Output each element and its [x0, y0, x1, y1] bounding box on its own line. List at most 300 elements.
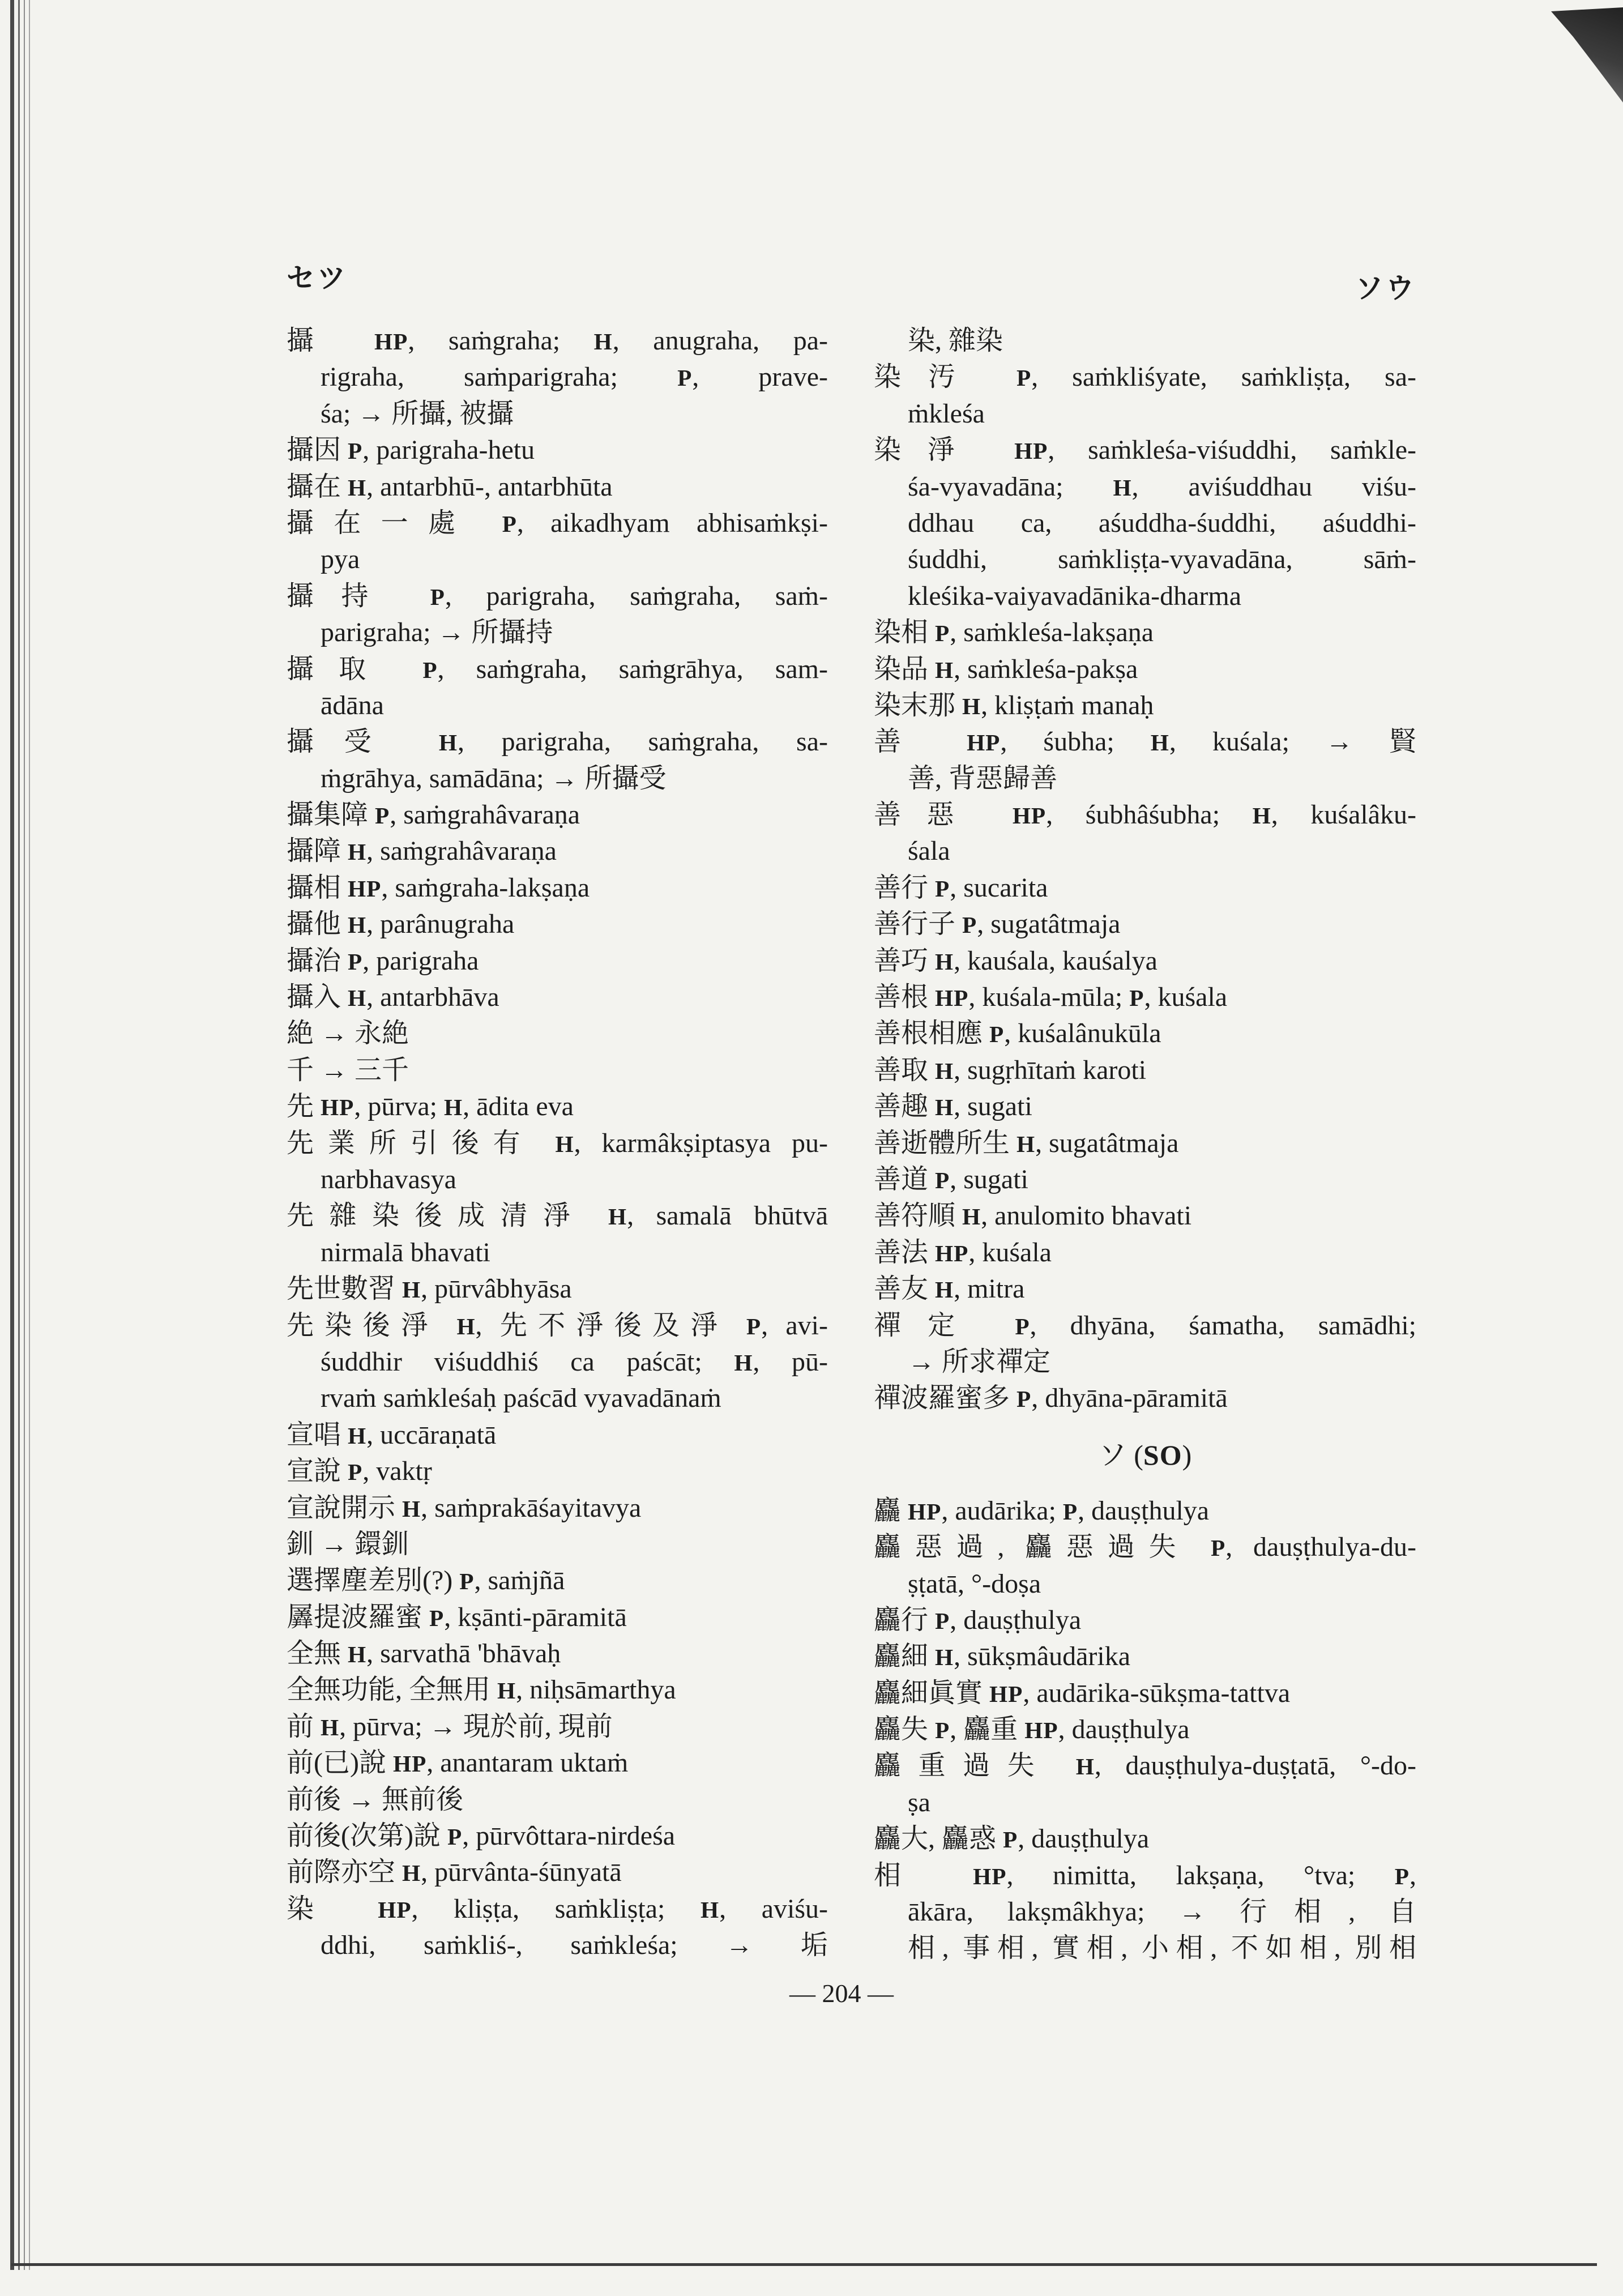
- entry-text: 絶 → 永絶: [287, 1018, 409, 1049]
- entry-text: , vaktṛ: [362, 1456, 432, 1487]
- entry-text: ākāra, lakṣmâkhya; → 行相, 自: [908, 1897, 1416, 1927]
- entry-headline: [287, 1745, 828, 1781]
- entry-headline: [287, 1854, 828, 1890]
- entry-text: ṁkleśa: [908, 398, 985, 429]
- dictionary-entry: [287, 870, 828, 906]
- entry-text: 攝障: [287, 836, 348, 867]
- entry-headline: [287, 651, 828, 688]
- entry-text: , kuśala; → 賢: [1169, 727, 1416, 757]
- entry-text: 先雜染後成清淨: [287, 1201, 608, 1231]
- dictionary-entry: [287, 1526, 828, 1563]
- dictionary-entry: [874, 1493, 1416, 1529]
- entry-text: 善根相應: [874, 1018, 990, 1049]
- source-tag: H: [935, 948, 954, 975]
- entry-text: , saṁgraha-lakṣaṇa: [381, 872, 590, 903]
- right-column: [874, 323, 1416, 1967]
- entry-text: nirmalā bhavati: [321, 1237, 490, 1268]
- entry-text: , mitra: [954, 1274, 1025, 1304]
- entry-text: , audārika;: [941, 1495, 1063, 1526]
- entry-text: 前後(次第)說: [287, 1821, 447, 1851]
- entry-headline: [874, 797, 1416, 833]
- source-tag: H: [443, 1094, 463, 1121]
- dictionary-entry: [287, 1015, 828, 1052]
- dictionary-entry: [287, 943, 828, 979]
- source-tag: H: [555, 1130, 574, 1157]
- entry-text: 麤細眞實: [874, 1678, 990, 1708]
- entry-headline: [874, 1380, 1416, 1416]
- dictionary-entry: [874, 1308, 1416, 1381]
- entry-headline: [287, 724, 828, 760]
- entry-text: 麤: [874, 1495, 908, 1526]
- entry-headline: [874, 1748, 1416, 1784]
- entry-text: , kliṣṭaṁ manaḥ: [981, 690, 1154, 720]
- entry-text: ṣṭatā, °-doṣa: [908, 1568, 1041, 1599]
- dictionary-entry: [287, 1672, 828, 1708]
- dictionary-entry: [874, 1821, 1416, 1857]
- dictionary-entry: [874, 1052, 1416, 1089]
- entry-continuation-line: [874, 323, 1416, 359]
- source-tag: HP: [908, 1498, 942, 1525]
- entry-text: , aviśu-: [719, 1893, 828, 1924]
- source-tag: P: [1394, 1863, 1410, 1889]
- section-heading-kana: ソ (: [1098, 1439, 1143, 1471]
- entry-text: , dauṣṭhulya: [1058, 1714, 1190, 1745]
- entry-text: , dhyāna, śamatha, samādhi;: [1030, 1310, 1416, 1341]
- entry-headline: [874, 688, 1416, 724]
- dictionary-entry: [287, 1745, 828, 1781]
- source-tag: P: [989, 1021, 1005, 1048]
- source-tag: P: [935, 1167, 950, 1193]
- source-tag: P: [1003, 1826, 1018, 1853]
- entry-text: , kauśala, kauśalya: [954, 945, 1158, 976]
- entry-headline: [287, 323, 828, 359]
- entry-text: 麤大, 麤惑: [874, 1824, 1003, 1854]
- source-tag: P: [935, 1607, 950, 1634]
- entry-headline: [874, 870, 1416, 906]
- source-tag: H: [402, 1277, 421, 1303]
- entry-text: , uccāraṇatā: [366, 1419, 497, 1450]
- entry-continuation-line: [874, 1344, 1416, 1380]
- source-tag: P: [1062, 1498, 1078, 1525]
- entry-text: 麤行: [874, 1604, 936, 1635]
- scan-edge-bottom: [11, 2263, 1597, 2266]
- entry-headline: [287, 505, 828, 541]
- entry-text: 染末那: [874, 690, 963, 720]
- entry-text: 前(已)說: [287, 1748, 393, 1778]
- entry-text: 相: [874, 1860, 973, 1890]
- entry-headline: [287, 1198, 828, 1234]
- entry-text: , antarbhū-, antarbhūta: [366, 471, 613, 502]
- entry-text: 染淨: [874, 435, 1015, 466]
- entry-text: 禪波羅蜜多: [874, 1383, 1017, 1414]
- entry-text: 宣說開示: [287, 1492, 403, 1523]
- entry-text: , avi-: [761, 1310, 828, 1341]
- dictionary-entry: [287, 323, 828, 432]
- source-tag: HP: [935, 1240, 969, 1266]
- entry-text: , saṁgrahâvaraṇa: [366, 836, 557, 867]
- entry-headline: [874, 979, 1416, 1015]
- entry-continuation-line: [874, 469, 1416, 505]
- entry-text: 善符順: [874, 1201, 963, 1231]
- entry-text: , saṁgraha;: [408, 326, 594, 356]
- dictionary-entry: [874, 1602, 1416, 1638]
- source-tag: H: [935, 1644, 954, 1671]
- entry-text: ādāna: [321, 690, 384, 720]
- entry-text: , parigraha, saṁgraha, sa-: [458, 727, 828, 757]
- entry-text: , sugatâtmaja: [1035, 1128, 1179, 1158]
- entry-text: → 所求禪定: [908, 1346, 1051, 1377]
- dictionary-entry: [874, 614, 1416, 651]
- entry-headline: [287, 1782, 828, 1818]
- scan-edge-left: [10, 0, 14, 2270]
- dictionary-entry: [874, 1125, 1416, 1162]
- entry-headline: [874, 943, 1416, 979]
- entry-text: , saṁjñā: [474, 1565, 565, 1596]
- entry-text: , dauṣṭhulya-du-: [1225, 1532, 1416, 1563]
- entry-text: 麤失: [874, 1714, 936, 1745]
- source-tag: P: [962, 912, 977, 938]
- dictionary-entry: [287, 1563, 828, 1599]
- source-tag: H: [1113, 474, 1132, 501]
- entry-headline: [874, 1858, 1416, 1894]
- entry-text: , 先不淨後及淨: [475, 1310, 746, 1341]
- source-tag: H: [348, 474, 367, 501]
- source-tag: P: [348, 948, 363, 975]
- entry-text: 善友: [874, 1274, 936, 1304]
- entry-headline: [287, 1453, 828, 1490]
- source-tag: H: [935, 656, 954, 683]
- source-tag: P: [746, 1313, 762, 1339]
- entry-text: 善巧: [874, 945, 936, 976]
- entry-text: , kuśala-mūla;: [968, 982, 1130, 1013]
- entry-text: śa-vyavadāna;: [908, 471, 1113, 502]
- dictionary-entry: [287, 1308, 828, 1417]
- dictionary-entry: [287, 1453, 828, 1490]
- source-tag: H: [348, 839, 367, 865]
- entry-text: 善逝體所生: [874, 1128, 1017, 1158]
- entry-text: , kuśalânukūla: [1004, 1018, 1161, 1049]
- entry-text: ṁgrāhya, samādāna; → 所攝受: [321, 763, 667, 793]
- entry-headline: [874, 906, 1416, 942]
- entry-text: 羼提波羅蜜: [287, 1602, 430, 1632]
- entry-headline: [287, 1125, 828, 1162]
- entry-text: 千 → 三千: [287, 1055, 409, 1085]
- scan-edge-left: [24, 0, 25, 2270]
- source-tag: H: [1150, 729, 1169, 756]
- entry-headline: [287, 906, 828, 942]
- source-tag: HP: [321, 1094, 355, 1121]
- entry-headline: [287, 1089, 828, 1125]
- entry-continuation-line: [287, 1927, 828, 1964]
- source-tag: H: [1252, 803, 1271, 829]
- entry-headline: [874, 1493, 1416, 1529]
- source-tag: P: [1016, 1386, 1032, 1412]
- entry-headline: [874, 1602, 1416, 1638]
- dictionary-entry: [874, 1748, 1416, 1821]
- entry-text: ddhi, saṁkliś-, saṁkleśa; → 垢: [321, 1930, 828, 1961]
- entry-text: , pūrvôttara-nirdeśa: [462, 1821, 676, 1851]
- entry-text: 禪定: [874, 1310, 1015, 1341]
- running-head-left: セツ: [287, 262, 348, 294]
- dictionary-entry: [287, 906, 828, 942]
- entry-headline: [287, 432, 828, 468]
- section-heading: [874, 1417, 1416, 1493]
- dictionary-entry: [874, 1712, 1416, 1748]
- entry-headline: [287, 1052, 828, 1089]
- entry-text: 宣唱: [287, 1419, 348, 1450]
- entry-text: , karmâkṣiptasya pu-: [574, 1128, 828, 1158]
- source-tag: H: [935, 1057, 954, 1084]
- dictionary-entry: [287, 833, 828, 869]
- entry-headline: [287, 1563, 828, 1599]
- entry-text: 染汚: [874, 362, 1016, 392]
- dictionary-entry: [287, 469, 828, 505]
- entry-text: parigraha; → 所攝持: [321, 617, 553, 648]
- dictionary-entry: [287, 797, 828, 833]
- entry-headline: [287, 1308, 828, 1344]
- dictionary-entry: [287, 578, 828, 651]
- entry-text: , aikadhyam abhisaṁkṣi-: [516, 507, 828, 538]
- entry-text: rigraha, saṁparigraha;: [321, 362, 678, 392]
- entry-continuation-line: [287, 614, 828, 651]
- entry-continuation-line: [287, 1380, 828, 1416]
- entry-text: 先業所引後有: [287, 1128, 556, 1158]
- entry-headline: [874, 1675, 1416, 1712]
- entry-text: 善道: [874, 1164, 936, 1194]
- entry-text: 攝取: [287, 654, 423, 684]
- source-tag: P: [677, 365, 693, 391]
- entry-continuation-line: [287, 688, 828, 724]
- dictionary-entry: [874, 1198, 1416, 1234]
- entry-text: rvaṁ saṁkleśaḥ paścād vyavadānaṁ: [321, 1383, 721, 1414]
- dictionary-entry: [874, 688, 1416, 724]
- entry-text: , saṁkleśa-lakṣaṇa: [950, 617, 1154, 648]
- entry-text: , anantaram uktaṁ: [426, 1748, 629, 1778]
- dictionary-entry: [874, 979, 1416, 1015]
- entry-headline: [874, 1271, 1416, 1307]
- section-heading-romaji: SO: [1143, 1439, 1182, 1471]
- entry-text: 善行: [874, 872, 936, 903]
- entry-text: 善: [874, 727, 967, 757]
- entry-text: , śubhâśubha;: [1046, 800, 1253, 830]
- entry-headline: [874, 1235, 1416, 1271]
- entry-text: , sūkṣmâudārika: [954, 1641, 1131, 1672]
- entry-continuation-line: [874, 1930, 1416, 1966]
- source-tag: HP: [1014, 438, 1048, 464]
- entry-headline: [287, 1636, 828, 1672]
- entry-headline: [874, 359, 1416, 395]
- entry-text: , anugraha, pa-: [612, 326, 828, 356]
- dictionary-entry: [874, 906, 1416, 942]
- dictionary-entry: [874, 1271, 1416, 1307]
- entry-text: , pūrvânta-śūnyatā: [421, 1857, 622, 1888]
- entry-text: 麤細: [874, 1641, 936, 1672]
- entry-headline: [287, 1490, 828, 1526]
- entry-text: , kuśala: [968, 1237, 1052, 1268]
- entry-text: ,: [1409, 1860, 1416, 1890]
- entry-text: , śubha;: [1000, 727, 1151, 757]
- source-tag: P: [447, 1824, 463, 1850]
- entry-text: 先: [287, 1091, 321, 1122]
- dictionary-entry: [874, 1235, 1416, 1271]
- dictionary-entry-continued: [874, 323, 1416, 359]
- source-tag: H: [497, 1678, 516, 1704]
- right-column-entries: [874, 323, 1416, 1417]
- entry-headline: [874, 614, 1416, 651]
- entry-text: 善趣: [874, 1091, 936, 1122]
- dictionary-entry: [874, 1675, 1416, 1712]
- entry-text: 攝在: [287, 471, 348, 502]
- entry-headline: [287, 1271, 828, 1307]
- dictionary-entry: [287, 1782, 828, 1818]
- entry-headline: [874, 1052, 1416, 1089]
- dictionary-entry: [287, 651, 828, 724]
- entry-text: 染, 雜染: [908, 326, 1003, 356]
- entry-headline: [874, 1089, 1416, 1125]
- entry-text: , saṁgrahâvaraṇa: [390, 800, 580, 830]
- source-tag: P: [502, 510, 517, 537]
- entry-text: 前: [287, 1711, 321, 1742]
- entry-continuation-line: [874, 833, 1416, 869]
- entry-text: , 麤重: [950, 1714, 1025, 1745]
- source-tag: H: [321, 1714, 340, 1740]
- entry-text: ddhau ca, aśuddha-śuddhi, aśuddhi-: [908, 507, 1416, 538]
- entry-text: 染: [287, 1893, 378, 1924]
- entry-text: 先世數習: [287, 1274, 403, 1304]
- entry-continuation-line: [287, 761, 828, 797]
- entry-headline: [874, 1198, 1416, 1234]
- scan-edge-left: [18, 0, 20, 2270]
- entry-text: 選擇塵差別(?): [287, 1565, 460, 1596]
- entry-text: , sugati: [950, 1164, 1028, 1194]
- dictionary-entry: [874, 1380, 1416, 1416]
- dictionary-entry: [287, 1490, 828, 1526]
- entry-headline: [287, 943, 828, 979]
- source-tag: H: [734, 1349, 753, 1376]
- source-tag: H: [962, 1204, 981, 1230]
- entry-text: 善惡: [874, 800, 1013, 830]
- entry-text: 攝相: [287, 872, 348, 903]
- entry-text: 麤重過失: [874, 1751, 1076, 1781]
- dictionary-entry: [287, 1891, 828, 1964]
- entry-text: 攝他: [287, 909, 348, 940]
- entry-text: , audārika-sūkṣma-tattva: [1023, 1678, 1291, 1708]
- dictionary-entry: [874, 1638, 1416, 1675]
- entry-text: 宣說: [287, 1456, 348, 1487]
- entry-text: , samalā bhūtvā: [627, 1201, 828, 1231]
- source-tag: P: [348, 438, 363, 464]
- entry-headline: [874, 1638, 1416, 1675]
- entry-text: , parigraha-hetu: [362, 435, 535, 466]
- entry-text: , parigraha, saṁgraha, saṁ-: [445, 581, 828, 611]
- dictionary-entry: [874, 359, 1416, 432]
- scan-edge-left: [29, 0, 30, 2270]
- entry-headline: [874, 1712, 1416, 1748]
- dictionary-entry: [287, 432, 828, 468]
- entry-text: 善, 背惡歸善: [908, 763, 1058, 793]
- entry-text: , antarbhāva: [366, 982, 499, 1013]
- entry-text: , aviśuddhau viśu-: [1131, 471, 1416, 502]
- dictionary-entry: [874, 724, 1416, 797]
- entry-continuation-line: [287, 541, 828, 578]
- entry-text: , sarvathā 'bhāvaḥ: [366, 1638, 561, 1669]
- source-tag: P: [1015, 1313, 1030, 1339]
- entry-text: śala: [908, 836, 950, 867]
- dictionary-entry: [287, 1089, 828, 1125]
- source-tag: HP: [989, 1680, 1023, 1707]
- dictionary-entry: [287, 1854, 828, 1890]
- entry-headline: [874, 724, 1416, 760]
- entry-text: narbhavasya: [321, 1164, 456, 1194]
- entry-headline: [287, 1417, 828, 1453]
- entry-headline: [874, 651, 1416, 688]
- dictionary-entry: [874, 870, 1416, 906]
- entry-text: , sugatâtmaja: [977, 909, 1121, 940]
- entry-text: 攝: [287, 326, 375, 356]
- entry-text: 釧 → 鐶釧: [287, 1529, 409, 1559]
- entry-text: , kliṣṭa, saṁkliṣṭa;: [411, 1893, 701, 1924]
- source-tag: H: [438, 729, 458, 756]
- source-tag: H: [456, 1313, 476, 1339]
- entry-headline: [287, 1709, 828, 1745]
- right-column-entries: [874, 1493, 1416, 1967]
- entry-text: , pūrvâbhyāsa: [421, 1274, 572, 1304]
- source-tag: HP: [935, 985, 969, 1012]
- entry-headline: [874, 1308, 1416, 1344]
- entry-text: 攝受: [287, 727, 439, 757]
- section-heading-paren: ): [1182, 1439, 1192, 1471]
- source-tag: P: [935, 875, 950, 902]
- dictionary-entry: [287, 1125, 828, 1198]
- source-tag: P: [935, 620, 950, 647]
- dictionary-entry: [287, 1417, 828, 1453]
- source-tag: H: [608, 1204, 627, 1230]
- source-tag: H: [348, 1641, 367, 1668]
- entry-text: , pū-: [753, 1346, 828, 1377]
- dictionary-entry: [287, 979, 828, 1015]
- left-column: [287, 323, 828, 1964]
- entry-continuation-line: [874, 578, 1416, 614]
- entry-headline: [287, 578, 828, 614]
- entry-continuation-line: [874, 541, 1416, 578]
- page-curl-shadow: [1529, 0, 1623, 113]
- source-tag: P: [429, 1604, 445, 1631]
- entry-text: , pūrva; → 現於前, 現前: [339, 1711, 613, 1742]
- entry-text: 攝治: [287, 945, 348, 976]
- entry-text: śuddhi, saṁkliṣṭa-vyavadāna, sāṁ-: [908, 544, 1416, 575]
- entry-text: 攝入: [287, 982, 348, 1013]
- dictionary-entry: [287, 1052, 828, 1089]
- entry-continuation-line: [287, 1235, 828, 1271]
- entry-text: , ādita eva: [463, 1091, 574, 1122]
- entry-headline: [287, 1015, 828, 1052]
- entry-text: , dauṣṭhulya-duṣṭatā, °-do-: [1094, 1751, 1416, 1781]
- entry-text: , saṁprakāśayitavya: [421, 1492, 642, 1523]
- entry-text: , saṁkleśa-pakṣa: [954, 654, 1138, 684]
- source-tag: P: [459, 1568, 475, 1595]
- source-tag: H: [348, 1422, 367, 1449]
- source-tag: H: [348, 985, 367, 1012]
- entry-text: , dauṣṭhulya: [1018, 1824, 1150, 1854]
- entry-text: , dauṣṭhulya: [1078, 1495, 1210, 1526]
- entry-text: 前後 → 無前後: [287, 1784, 464, 1815]
- source-tag: HP: [1024, 1717, 1058, 1744]
- dictionary-entry: [287, 1198, 828, 1271]
- entry-headline: [287, 1672, 828, 1708]
- entry-continuation-line: [287, 396, 828, 432]
- entry-text: 攝在一處: [287, 507, 502, 538]
- dictionary-entry: [874, 432, 1416, 614]
